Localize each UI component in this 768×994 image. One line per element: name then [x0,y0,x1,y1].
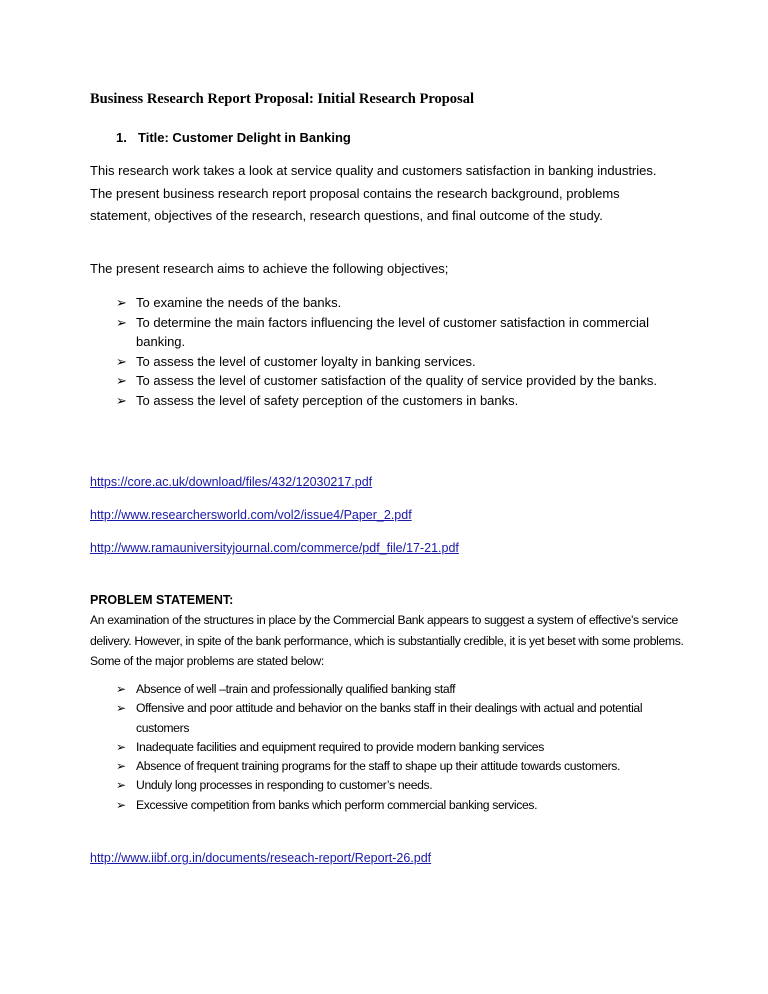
list-item: ➢ Absence of well –train and professionally qualified banking staff [116,680,676,699]
arrow-bullet-icon: ➢ [116,295,127,310]
arrow-bullet-icon: ➢ [116,682,126,696]
reference-link-researchersworld[interactable]: http://www.researchersworld.com/vol2/issue4/Paper_2.pdf [90,508,412,522]
list-item: ➢ To determine the main factors influencing the level of customer satisfaction in commercial banking. [116,314,650,350]
list-item: ➢ Unduly long processes in responding to customer’s needs. [116,776,676,795]
reference-link-core[interactable]: https://core.ac.uk/download/files/432/12030217.pdf [90,475,373,489]
problem-statement-heading: PROBLEM STATEMENT: [90,593,234,607]
list-item: ➢ Inadequate facilities and equipment required to provide modern banking services [116,738,676,757]
reference-link-ramauniversity[interactable]: http://www.ramauniversityjournal.com/commerce/pdf_file/17-21.pdf [90,541,459,555]
objectives-list [116,293,676,411]
problems-list [116,680,676,815]
arrow-bullet-icon: ➢ [116,759,126,774]
list-item: ➢ Excessive competition from banks which perform commercial banking services. [116,796,676,815]
list-item: ➢ To assess the level of customer satisfaction of the quality of service provided by the banks. [116,371,676,391]
problem-statement-paragraph: An examination of the structures in place by the Commercial Bank appears to suggest a system of effective’s service delivery. However, in spite of the bank performance, which is substantially credible, it is yet beset with some problems. Some of the major problems are stated below: [90,613,684,669]
list-item: ➢ Offensive and poor attitude and behavior on the banks staff in their dealings with actual and potential customers [116,701,643,735]
arrow-bullet-icon: ➢ [116,739,126,754]
list-item: ➢ Absence of frequent training programs for the staff to shape up their attitude towards customers. [116,757,676,776]
list-item: ➢ To assess the level of customer loyalty in banking services. [116,352,676,372]
arrow-bullet-icon: ➢ [116,353,127,369]
arrow-bullet-icon: ➢ [116,373,127,389]
arrow-bullet-icon: ➢ [116,778,126,793]
objectives-intro: The present research aims to achieve the following objectives; [90,261,449,276]
list-item: ➢ To assess the level of safety perception of the customers in banks. [116,391,676,411]
arrow-bullet-icon: ➢ [116,392,127,408]
arrow-bullet-icon: ➢ [116,797,126,812]
section-title-text: Title: Customer Delight in Banking [138,130,351,145]
intro-paragraph: This research work takes a look at service quality and customers satisfaction in banking industries. The present business research report proposal contains the research background, problems statement, objectives of the research, research questions, and final outcome of the study. [90,163,657,223]
arrow-bullet-icon: ➢ [116,701,126,716]
document-title: Business Research Report Proposal: Initial Research Proposal [90,91,474,107]
reference-link-iibf[interactable]: http://www.iibf.org.in/documents/reseach-report/Report-26.pdf [90,851,432,865]
section-number: 1. [116,130,127,145]
arrow-bullet-icon: ➢ [116,314,127,330]
list-item: ➢ To examine the needs of the banks. [116,293,676,313]
section-title [116,130,351,145]
